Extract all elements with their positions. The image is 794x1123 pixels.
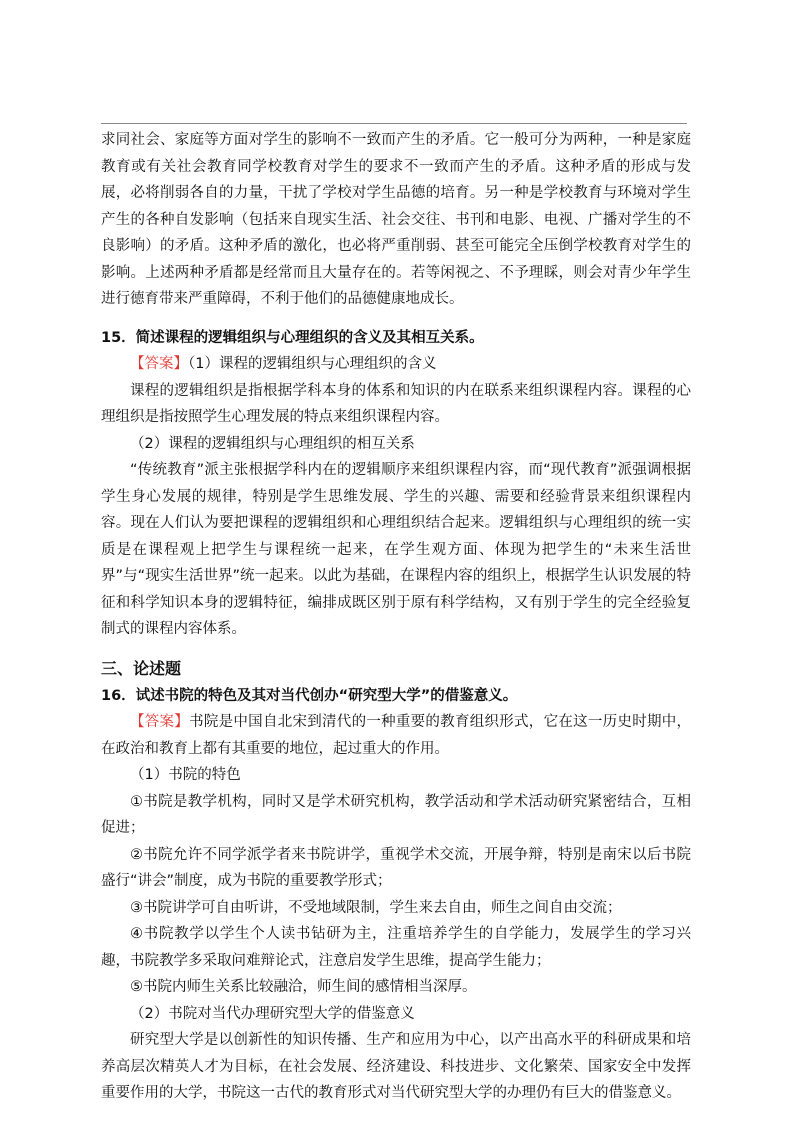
q16-point2-text: 研究型大学是以创新性的知识传播、生产和应用为中心，以产出高水平的科研成果和培养高层次精英人才为目标，在社会发展、经济建设、科技进步、文化繁荣、国家安全中发挥重要作用的大学，书院这一古代的教育形式对当代研究型大学的办理仍有巨大的借鉴意义。	[101, 1032, 691, 1101]
q15-point1-title: （1）课程的逻辑组织与心理组织的含义	[188, 356, 437, 372]
question-16: 16．试述书院的特色及其对当代创办“研究型大学”的借鉴意义。	[101, 687, 518, 704]
header-rule	[101, 123, 687, 124]
q16-item-4: ④书院教学以学生个人读书钻研为主，注重培养学生的自学能力，发展学生的学习兴趣，书院教学多采取问难辩论式，注意启发学生思维，提高学生能力；	[101, 926, 691, 969]
q16-point1-title: （1）书院的特色	[130, 767, 241, 783]
q15-point2-title: （2）课程的逻辑组织与心理组织的相互关系	[130, 435, 415, 452]
q16-item-2: ②书院允许不同学派学者来书院讲学，重视学术交流，开展争辩，特别是南宋以后书院盛行“讲会”制度，成为书院的重要教学形式；	[101, 846, 691, 889]
page-content	[101, 127, 691, 1107]
q16-item-1: ①书院是教学机构，同时又是学术研究机构，教学活动和学术活动研究紧密结合，互相促进；	[101, 793, 691, 836]
q15-point2-text: “传统教育”派主张根据学科内在的逻辑顺序来组织课程内容，而“现代教育”派强调根据学生身心发展的规律，特别是学生思维发展、学生的兴趣、需要和经验背景来组织课程内容。现在人们认为要把课程的逻辑组织和心理组织结合起来。逻辑组织与心理组织的统一实质是在课程观上把学生与课程统一起来，在学生观方面、体现为把学生的“未来生活世界”与“现实生活世界”统一起来。以此为基础，在课程内容的组织上，根据学生认识发展的特征和科学知识本身的逻辑特征，编排成既区别于原有科学结构，又有别于学生的完全经验复制式的课程内容体系。	[101, 462, 691, 637]
answer-tag: 【答案】	[130, 714, 190, 730]
q16-answer-intro-text: 书院是中国自北宋到清代的一种重要的教育组织形式，它在这一历史时期中，在政治和教育上都有其重要的地位，起过重大的作用。	[101, 714, 692, 757]
q16-item-3: ③书院讲学可自由听讲，不受地域限制，学生来去自由，师生之间自由交流；	[130, 899, 622, 916]
q16-point2-title: （2）书院对当代办理研究型大学的借鉴意义	[130, 1005, 415, 1022]
q15-point1-text: 课程的逻辑组织是指根据学科本身的体系和知识的内在联系来组织课程内容。课程的心理组织是指按照学生心理发展的特点来组织课程内容。	[101, 382, 691, 425]
question-15: 15．简述课程的逻辑组织与心理组织的含义及其相互关系。	[101, 329, 484, 346]
intro-paragraph: 求同社会、家庭等方面对学生的影响不一致而产生的矛盾。它一般可分为两种，一种是家庭教育或有关社会教育同学校教育对学生的要求不一致而产生的矛盾。这种矛盾的形成与发展，必将削弱各自的力量，干扰了学校对学生品德的培育。另一种是学校教育与环境对学生产生的各种自发影响（包括来自现实生活、社会交往、书刊和电影、电视、广播对学生的不良影响）的矛盾。这种矛盾的激化，也必将严重削弱、甚至可能完全压倒学校教育对学生的影响。上述两种矛盾都是经常而且大量存在的。若等闲视之、不予理睬，则会对青少年学生进行德育带来严重障碍，不利于他们的品德健康地成长。	[101, 132, 691, 307]
q16-answer-intro	[101, 709, 691, 762]
q16-item-5: ⑤书院内师生关系比较融洽，师生间的感情相当深厚。	[130, 979, 477, 995]
q15-answer-point1-title	[101, 351, 691, 378]
section-title: 三、论述题	[101, 658, 182, 678]
answer-tag: 【答案】	[130, 356, 188, 372]
